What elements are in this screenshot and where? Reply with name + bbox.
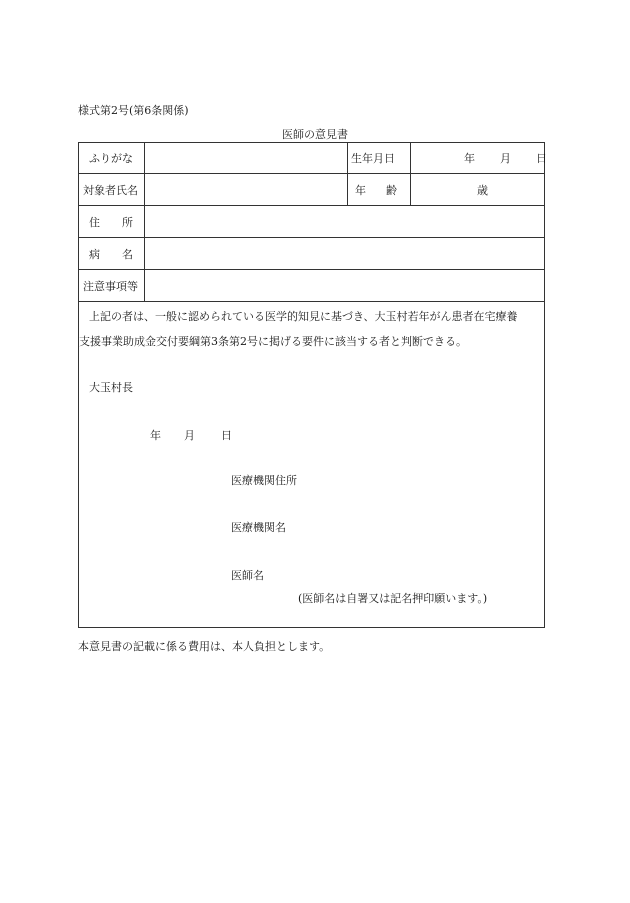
birthdate-month-unit: 月 (500, 152, 511, 165)
form-number: 様式第2号(第6条関係) (78, 104, 189, 117)
signature-note: (医師名は自署又は記名押印願います。) (298, 592, 488, 605)
institution-address-label: 医療機関住所 (231, 474, 297, 487)
row-divider (79, 173, 544, 174)
age-unit: 歳 (477, 184, 488, 197)
address-label-char-2: 所 (122, 216, 133, 229)
doctor-name-label: 医師名 (231, 569, 264, 582)
age-label-char-2: 齢 (386, 184, 397, 197)
row-divider (79, 205, 544, 206)
column-divider (410, 143, 411, 205)
opinion-form-table (78, 142, 545, 628)
date-year-unit: 年 (150, 429, 161, 442)
disease-label-char-2: 名 (122, 248, 133, 261)
birthdate-year-unit: 年 (464, 152, 475, 165)
birthdate-label: 生年月日 (351, 152, 395, 165)
row-divider (79, 237, 544, 238)
document-title: 医師の意見書 (282, 128, 348, 141)
birthdate-day-unit: 日 (536, 152, 547, 165)
disease-label-char-1: 病 (89, 248, 100, 261)
date-day-unit: 日 (221, 429, 232, 442)
institution-name-label: 医療機関名 (231, 521, 286, 534)
subject-name-label: 対象者氏名 (83, 184, 138, 197)
address-label-char-1: 住 (89, 216, 100, 229)
label-column-divider (144, 143, 145, 301)
column-divider (347, 143, 348, 205)
opinion-statement-line-2: 支援事業助成金交付要綱第3条第2号に掲げる要件に該当する者と判断できる。 (79, 335, 467, 348)
date-month-unit: 月 (184, 429, 195, 442)
opinion-statement-line-1: 上記の者は、一般に認められている医学的知見に基づき、大玉村若年がん患者在宅療養 (89, 310, 518, 323)
row-divider (79, 301, 544, 302)
addressee: 大玉村長 (89, 381, 133, 394)
cost-note: 本意見書の記載に係る費用は、本人負担とします。 (78, 640, 331, 653)
furigana-label: ふりがな (89, 152, 133, 165)
notes-label: 注意事項等 (83, 280, 138, 293)
row-divider (79, 269, 544, 270)
age-label-char-1: 年 (355, 184, 366, 197)
